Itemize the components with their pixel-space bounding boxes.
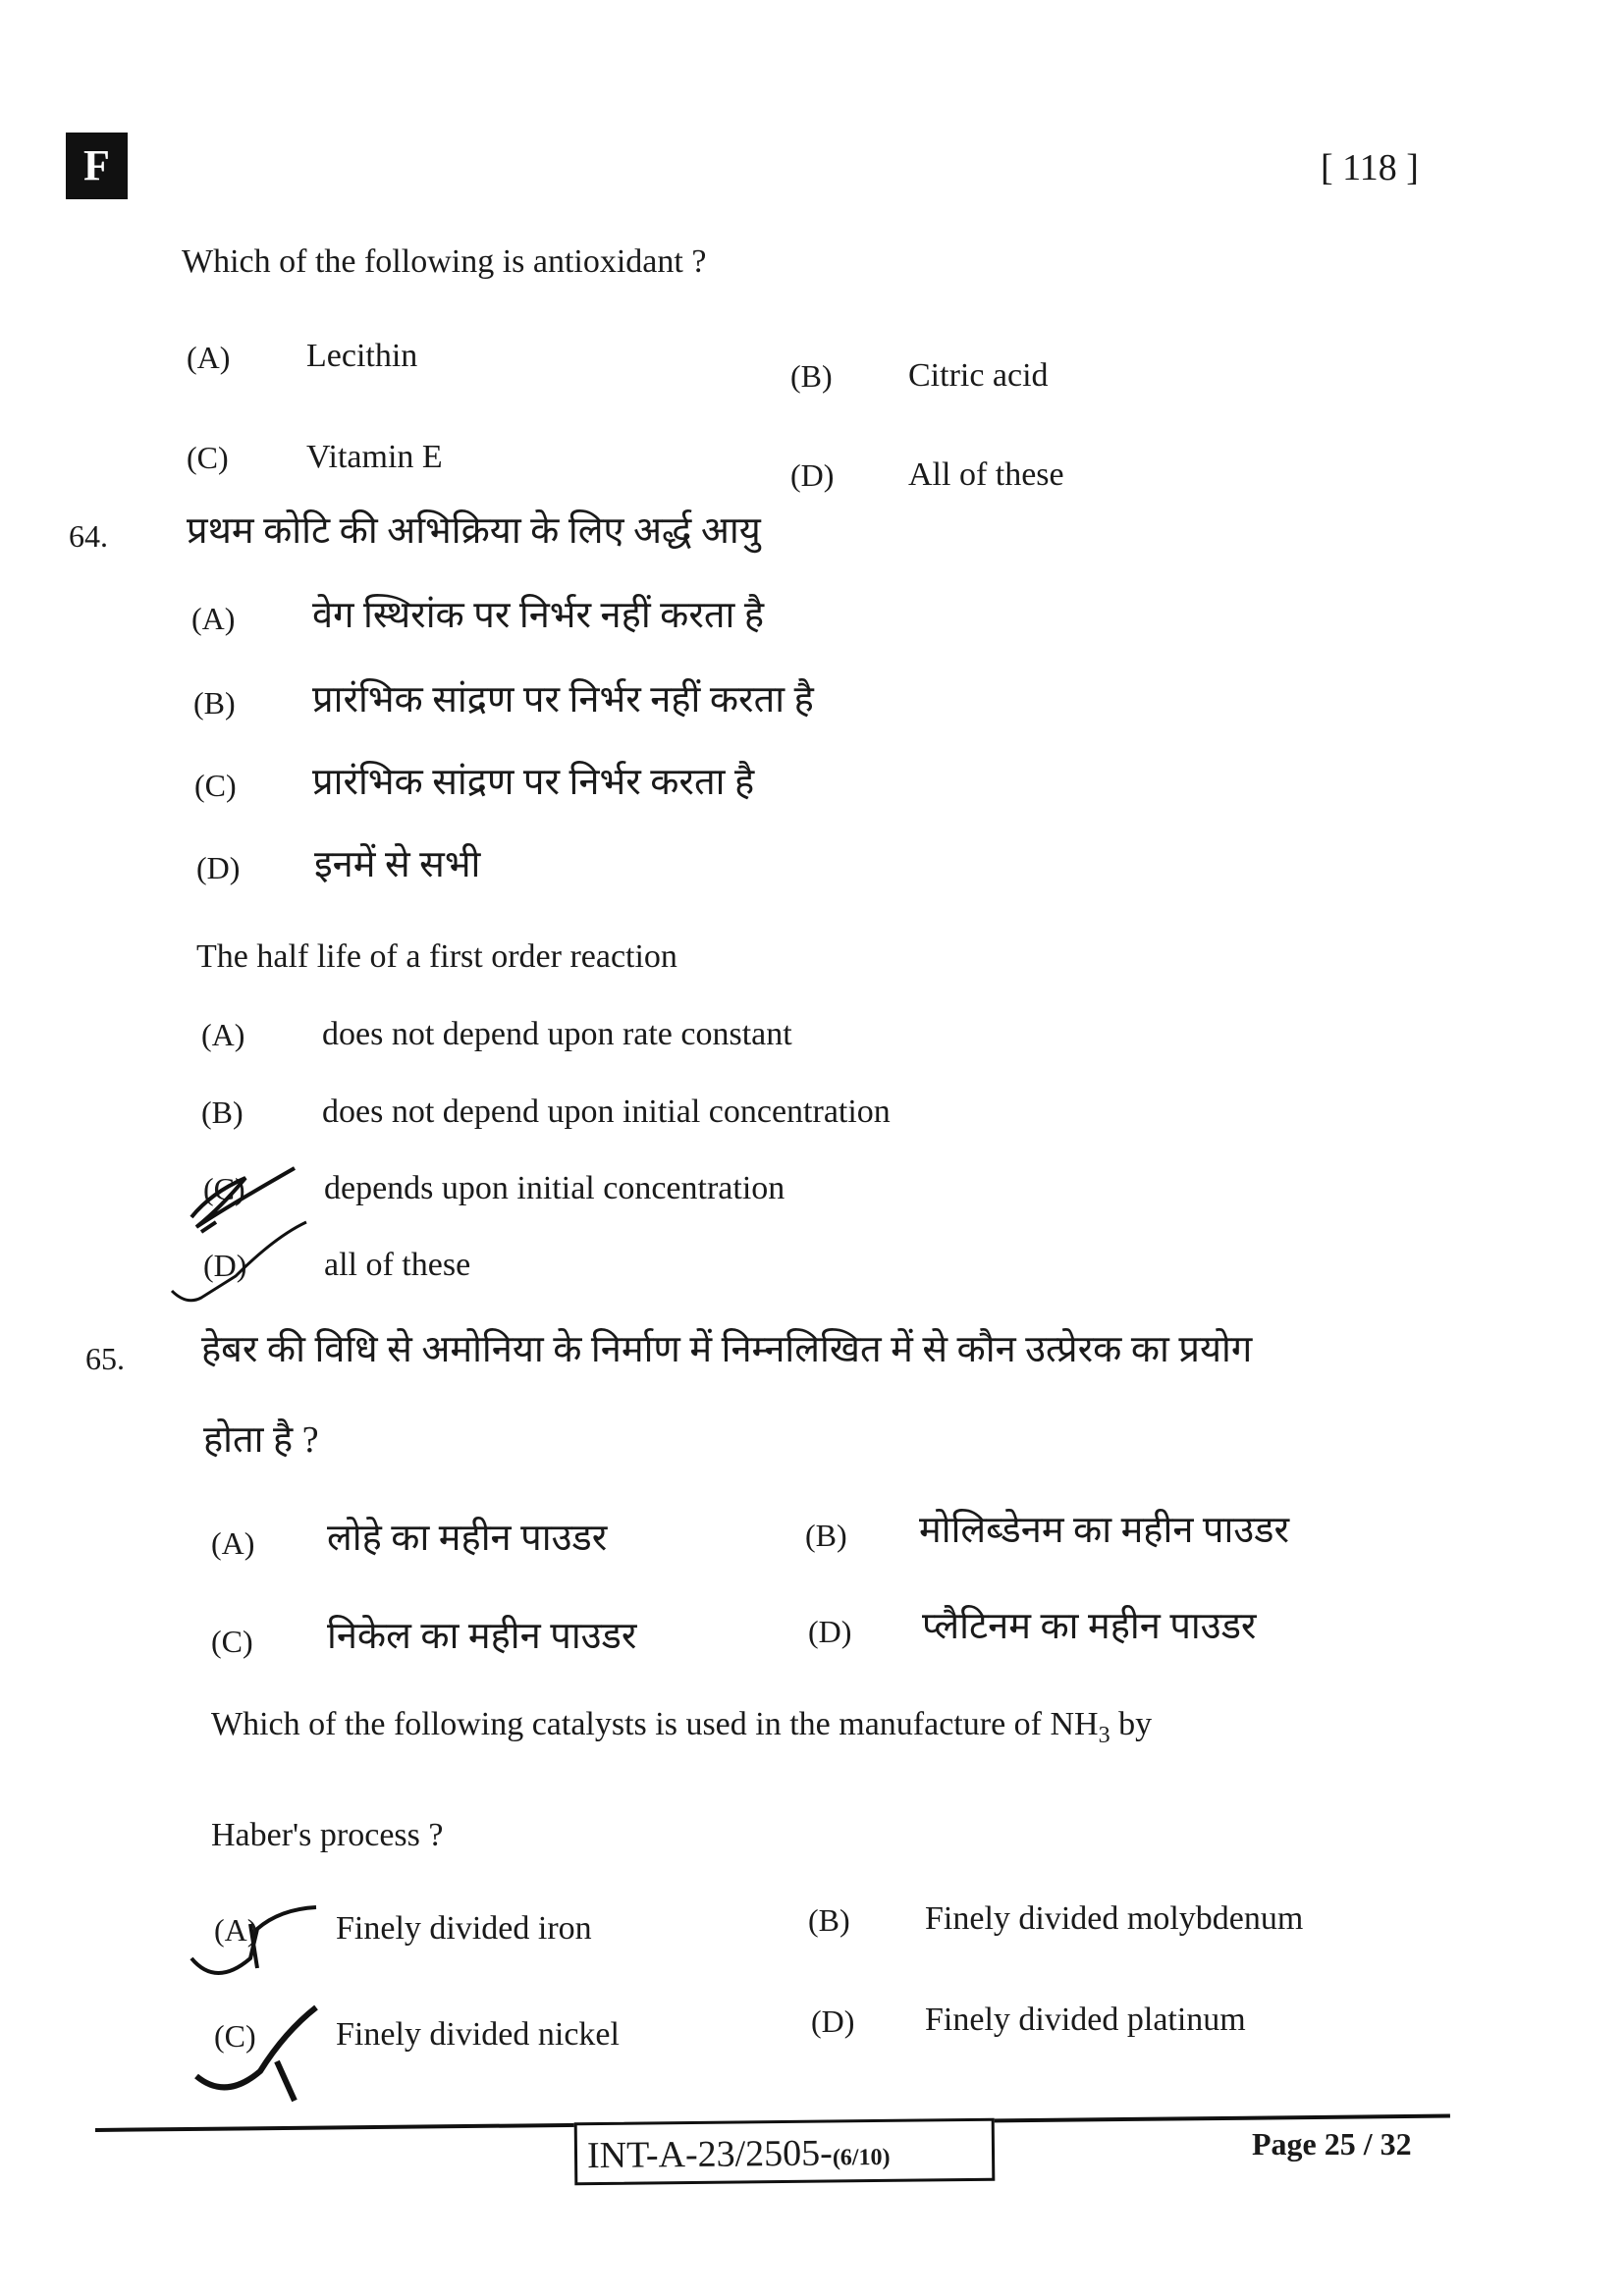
question-65-text-tail: by	[1110, 1706, 1153, 1742]
q63-option-a: Lecithin	[306, 338, 418, 374]
page-number: Page 25 / 32	[1252, 2126, 1412, 2162]
tick-mark-q65-a	[191, 1907, 316, 1973]
q65-hi-option-b-label: (B)	[805, 1518, 847, 1553]
q64-option-c: depends upon initial concentration	[324, 1170, 785, 1206]
q64-option-a-label: (A)	[201, 1017, 245, 1052]
q65-option-c: Finely divided nickel	[336, 2016, 620, 2053]
set-label-badge: F	[66, 133, 128, 199]
q63-option-c: Vitamin E	[306, 439, 443, 475]
q65-hi-option-d-label: (D)	[808, 1614, 852, 1649]
q63-option-d: All of these	[908, 456, 1064, 493]
q64-option-b: does not depend upon initial concentration	[322, 1094, 891, 1130]
q64-option-d: all of these	[324, 1247, 471, 1283]
q65-option-a-label: (A)	[214, 1912, 258, 1948]
tick-mark-q64-d	[172, 1222, 306, 1301]
question-65-number: 65.	[85, 1341, 125, 1376]
question-65-text-main: Which of the following catalysts is used in the manufacture of NH	[211, 1706, 1099, 1742]
q65-option-c-label: (C)	[214, 2018, 256, 2054]
q64-hi-option-b-label: (B)	[193, 685, 236, 721]
page-code: [ 118 ]	[1321, 147, 1419, 188]
question-64-text: The half life of a first order reaction	[196, 938, 677, 975]
q65-option-d-label: (D)	[811, 2003, 855, 2039]
q64-hi-option-b: प्रारंभिक सांद्रण पर निर्भर नहीं करता है	[312, 679, 814, 721]
q64-hi-option-d: इनमें से सभी	[314, 844, 481, 885]
q65-option-d: Finely divided platinum	[925, 2002, 1246, 2038]
q65-hi-option-c: निकेल का महीन पाउडर	[327, 1616, 637, 1657]
q64-option-b-label: (B)	[201, 1095, 244, 1130]
q63-option-a-label: (A)	[187, 340, 231, 375]
question-65-text-2: Haber's process ?	[211, 1817, 444, 1853]
q65-option-b: Finely divided molybdenum	[925, 1900, 1304, 1937]
question-63-text: Which of the following is antioxidant ?	[182, 243, 707, 280]
q65-hi-option-b: मोलिब्डेनम का महीन पाउडर	[919, 1510, 1290, 1551]
tick-mark-q65-c	[196, 2007, 316, 2101]
q64-option-c-label: (C)	[203, 1171, 245, 1206]
q64-option-a: does not depend upon rate constant	[322, 1016, 792, 1052]
q64-hi-option-a-label: (A)	[191, 601, 236, 636]
tick-mark-q64-c	[191, 1168, 295, 1232]
question-64-text-hindi: प्रथम कोटि की अभिक्रिया के लिए अर्द्ध आयु	[187, 510, 761, 552]
q63-option-c-label: (C)	[187, 440, 229, 475]
q64-hi-option-c-label: (C)	[194, 768, 237, 803]
paper-code-suffix: (6/10)	[832, 2144, 891, 2171]
q65-hi-option-d: प्लैटिनम का महीन पाउडर	[922, 1606, 1257, 1647]
q64-hi-option-d-label: (D)	[196, 850, 241, 885]
q65-option-b-label: (B)	[808, 1902, 850, 1938]
q64-hi-option-a: वेग स्थिरांक पर निर्भर नहीं करता है	[312, 595, 765, 636]
q64-option-d-label: (D)	[203, 1248, 247, 1283]
q64-hi-option-c: प्रारंभिक सांद्रण पर निर्भर करता है	[312, 762, 755, 803]
q65-hi-option-a: लोहे का महीन पाउडर	[327, 1518, 608, 1559]
question-64-number: 64.	[69, 518, 108, 554]
q63-option-b-label: (B)	[790, 358, 833, 394]
question-65-text-hindi-2: होता है ?	[203, 1419, 319, 1461]
q65-hi-option-c-label: (C)	[211, 1624, 253, 1659]
q63-option-d-label: (D)	[790, 457, 835, 493]
question-65-text-hindi: हेबर की विधि से अमोनिया के निर्माण में निम्नलिखित में से कौन उत्प्रेरक का प्रयोग	[201, 1329, 1253, 1370]
q65-option-a: Finely divided iron	[336, 1910, 592, 1947]
paper-code-box	[574, 2118, 996, 2185]
paper-code: INT-A-23/2505-	[586, 2132, 834, 2177]
q63-option-b: Citric acid	[908, 357, 1049, 394]
subscript-3: 3	[1098, 1722, 1110, 1748]
q65-hi-option-a-label: (A)	[211, 1525, 255, 1561]
